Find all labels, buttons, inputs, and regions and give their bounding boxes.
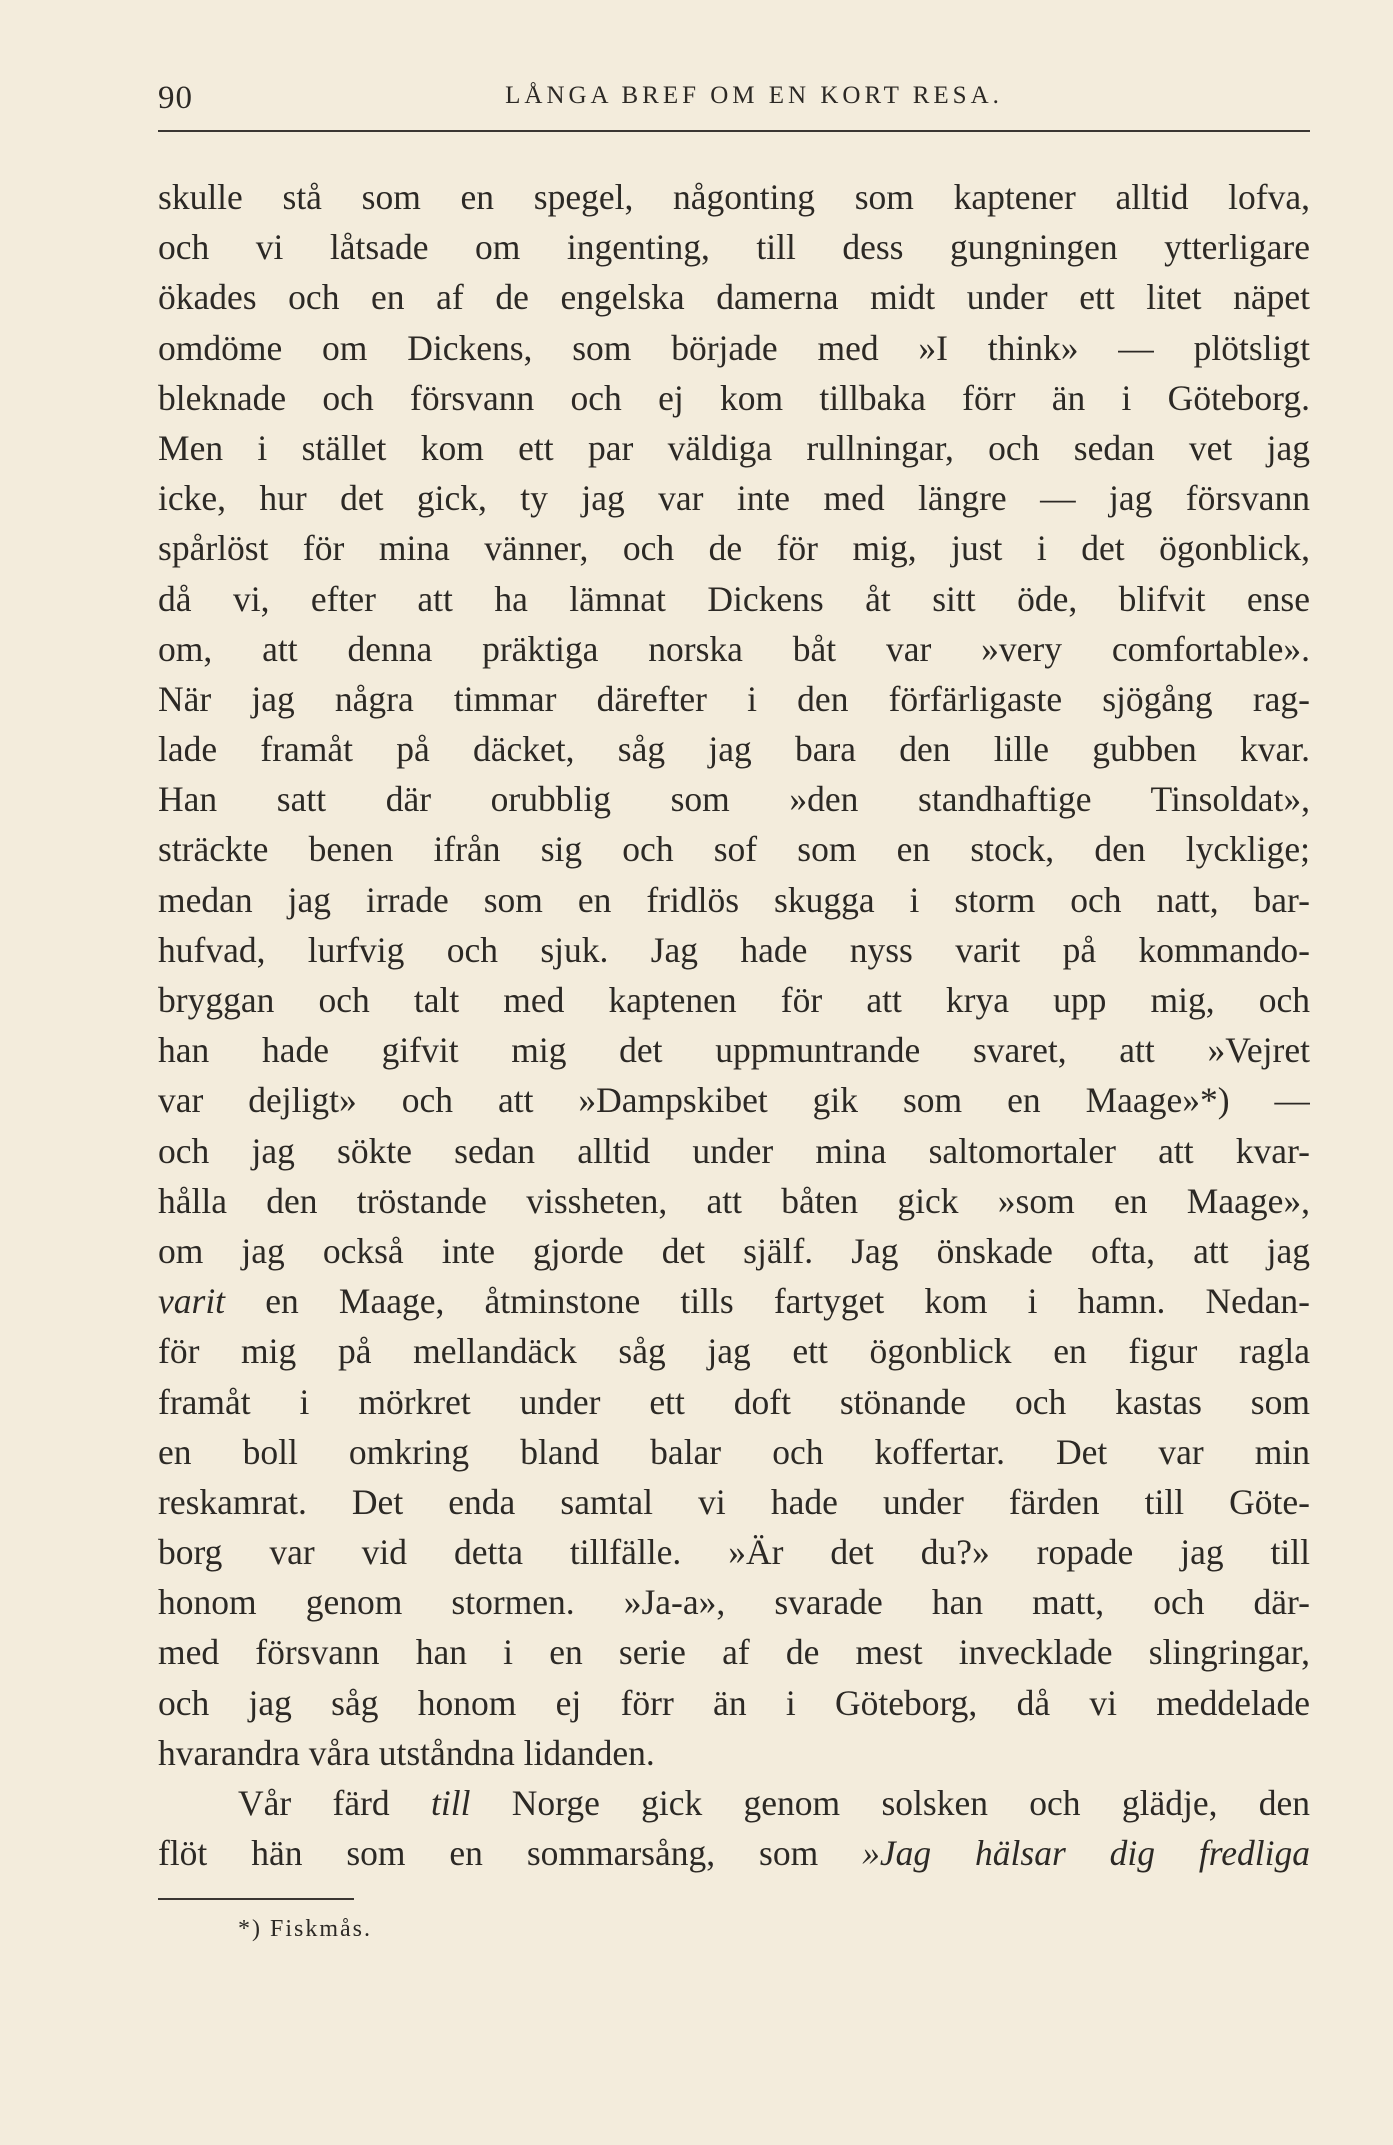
text-line-paragraph-start xyxy=(158,1778,1310,1828)
text-line: om, att denna präktiga norska båt var »very comfortable». xyxy=(158,628,1310,669)
body-text xyxy=(158,172,1310,1878)
text-line: och vi låtsade om ingenting, till dess gungningen ytterligare xyxy=(158,227,1310,268)
italic-word: varit xyxy=(158,1281,226,1322)
text-line: Han satt där orubblig som »den standhaftige Tinsoldat», xyxy=(158,779,1310,820)
text-line: reskamrat. Det enda samtal vi hade under färden till Göte- xyxy=(158,1481,1310,1522)
text-line: borg var vid detta tillfälle. »Är det du?» ropade jag till xyxy=(158,1532,1310,1573)
text-line: var dejligt» och att »Dampskibet gik som en Maage»*) — xyxy=(158,1080,1310,1121)
text-fragment: Vår färd xyxy=(238,1783,390,1823)
text-line xyxy=(158,1276,1310,1326)
footnote: *) Fiskmås. xyxy=(238,1916,373,1942)
text-line: hufvad, lurfvig och sjuk. Jag hade nyss varit på kommando- xyxy=(158,929,1310,970)
text-line: med försvann han i en serie af de mest invecklade slingringar, xyxy=(158,1632,1310,1673)
text-line: bleknade och försvann och ej kom tillbaka förr än i Göteborg. xyxy=(158,377,1310,418)
text-line-paragraph-end: hvarandra våra utståndna lidanden. xyxy=(158,1732,655,1773)
text-line: omdöme om Dickens, som började med »I think» — plötsligt xyxy=(158,327,1310,368)
text-line: för mig på mellandäck såg jag ett ögonblick en figur ragla xyxy=(158,1331,1310,1372)
text-line xyxy=(158,1828,1310,1878)
italic-word: till xyxy=(430,1783,471,1823)
text-line: och jag sökte sedan alltid under mina saltomortaler att kvar- xyxy=(158,1130,1310,1171)
text-line: en boll omkring bland balar och koffertar. Det var min xyxy=(158,1431,1310,1472)
text-line: framåt i mörkret under ett doft stönande och kastas som xyxy=(158,1381,1310,1422)
text-line: icke, hur det gick, ty jag var inte med längre — jag försvann xyxy=(158,478,1310,519)
text-line: ökades och en af de engelska damerna midt under ett litet näpet xyxy=(158,277,1310,318)
italic-phrase: »Jag hälsar dig fredliga xyxy=(862,1833,1310,1874)
text-fragment: Norge gick genom solsken och glädje, den xyxy=(511,1783,1310,1823)
text-line: om jag också inte gjorde det själf. Jag önskade ofta, att jag xyxy=(158,1230,1310,1271)
text-line: hålla den tröstande vissheten, att båten gick »som en Maage», xyxy=(158,1180,1310,1221)
text-fragment: en Maage, åtminstone tills fartyget kom i hamn. Nedan- xyxy=(265,1281,1310,1322)
text-line: När jag några timmar därefter i den förfärligaste sjögång rag- xyxy=(158,678,1310,719)
header-rule xyxy=(158,130,1310,132)
text-line: bryggan och talt med kaptenen för att krya upp mig, och xyxy=(158,980,1310,1020)
text-line: lade framåt på däcket, såg jag bara den lille gubben kvar. xyxy=(158,729,1310,770)
footnote-rule xyxy=(158,1898,354,1900)
text-line: Men i stället kom ett par väldiga rullningar, och sedan vet jag xyxy=(158,427,1310,468)
text-line: spårlöst för mina vänner, och de för mig, just i det ögonblick, xyxy=(158,528,1310,569)
text-line: skulle stå som en spegel, någonting som kaptener alltid lofva, xyxy=(158,177,1310,217)
text-line: då vi, efter att ha lämnat Dickens åt sitt öde, blifvit ense xyxy=(158,578,1310,619)
text-fragment: flöt hän som en sommarsång, som xyxy=(158,1833,819,1874)
text-line: honom genom stormen. »Ja-a», svarade han matt, och där- xyxy=(158,1582,1310,1623)
text-line: sträckte benen ifrån sig och sof som en stock, den lycklige; xyxy=(158,829,1310,870)
page-header xyxy=(158,72,1310,132)
running-title: LÅNGA BREF OM EN KORT RESA. xyxy=(505,82,1003,109)
text-line: medan jag irrade som en fridlös skugga i storm och natt, bar- xyxy=(158,879,1310,920)
page-number: 90 xyxy=(158,80,193,116)
text-line: och jag såg honom ej förr än i Göteborg, då vi meddelade xyxy=(158,1682,1310,1723)
text-line: han hade gifvit mig det uppmuntrande svaret, att »Vejret xyxy=(158,1030,1310,1071)
